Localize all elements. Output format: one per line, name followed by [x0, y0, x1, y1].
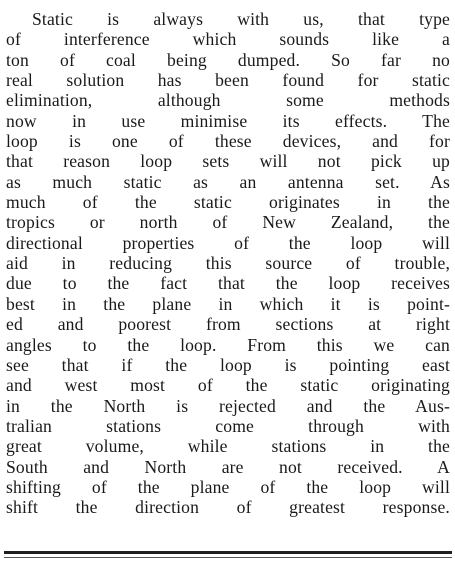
article-line: shift the direction of greatest response.	[6, 497, 450, 518]
article-line: South and North are not received. A	[6, 456, 450, 477]
article-line: elimination, although some methods	[6, 90, 450, 111]
article-line: ton of coal being dumped. So far no	[6, 49, 450, 70]
article-body	[6, 9, 450, 518]
article-line: real solution has been found for static	[6, 70, 450, 91]
article-line: best in the plane in which it is point-	[6, 293, 450, 314]
article-line: aid in reducing this source of trouble,	[6, 253, 450, 274]
article-line: in the North is rejected and the Aus-	[6, 395, 450, 416]
article-line: and west most of the static originating	[6, 375, 450, 396]
article-line: directional properties of the loop will	[6, 232, 450, 253]
article-line: due to the fact that the loop receives	[6, 273, 450, 294]
article-line: see that if the loop is pointing east	[6, 354, 450, 375]
article-line: as much static as an antenna set. As	[6, 171, 450, 192]
article-line: shifting of the plane of the loop will	[6, 476, 450, 497]
article-line: angles to the loop. From this we can	[6, 334, 450, 355]
article-line: loop is one of these devices, and for	[6, 131, 450, 152]
article-line: ed and poorest from sections at right	[6, 314, 450, 335]
article-line: now in use minimise its effects. The	[6, 110, 450, 131]
column-end-rule	[4, 551, 452, 554]
article-line: that reason loop sets will not pick up	[6, 151, 450, 172]
column-end-rule-thin	[4, 557, 452, 558]
article-line: tropics or north of New Zealand, the	[6, 212, 450, 233]
article-line: great volume, while stations in the	[6, 436, 450, 457]
article-line: of interference which sounds like a	[6, 29, 450, 50]
article-line: tralian stations come through with	[6, 415, 450, 436]
article-line: much of the static originates in the	[6, 192, 450, 213]
article-line: Static is always with us, that type	[32, 9, 450, 29]
